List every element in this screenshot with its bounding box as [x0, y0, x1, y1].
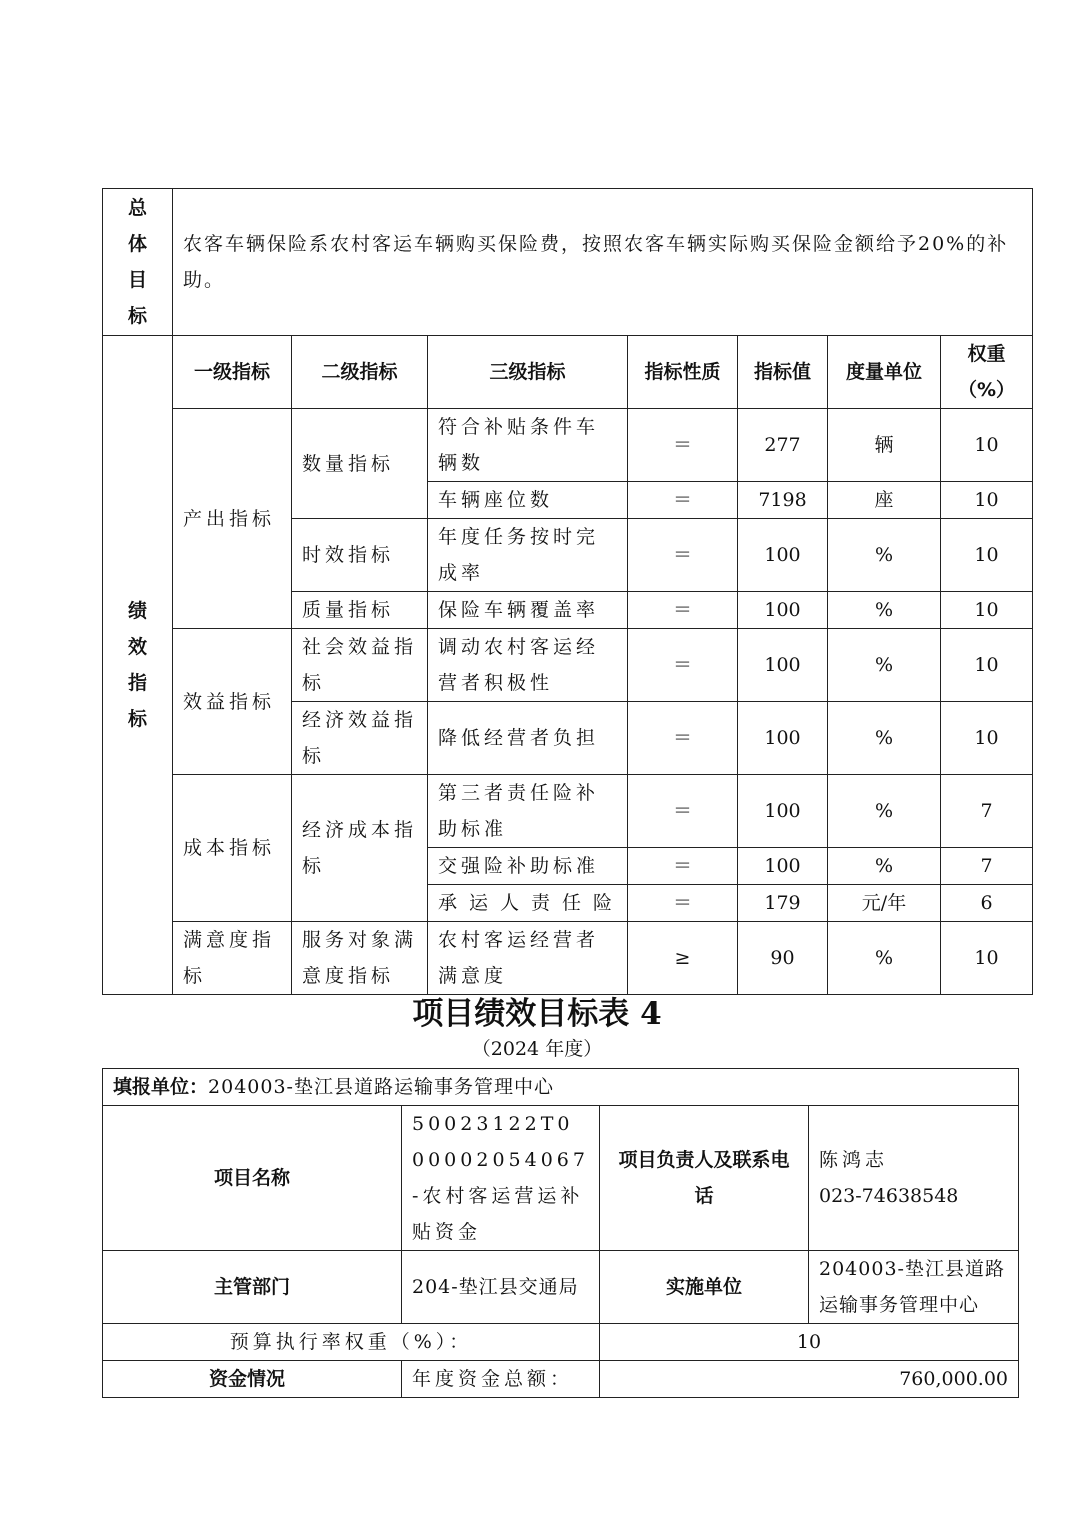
- indicator-nature: ＝: [628, 409, 738, 482]
- indicator-weight: 6: [941, 885, 1033, 922]
- indicator-name: 降低经营者负担: [428, 702, 628, 775]
- table-row: [103, 922, 1033, 995]
- indicator-weight: 10: [941, 409, 1033, 482]
- contact-label: 项目负责人及联系电话: [600, 1106, 809, 1251]
- indicator-value: 7198: [738, 482, 828, 519]
- subgroup-quality: 质量指标: [292, 592, 428, 629]
- indicator-nature: ＝: [628, 702, 738, 775]
- form-title: 项目绩效目标表 4: [412, 996, 662, 1032]
- budget-rate-label: 预算执行率权重（%）：: [103, 1324, 600, 1361]
- table-row: [103, 629, 1033, 702]
- indicator-weight: 10: [941, 519, 1033, 592]
- department-value: 204-垫江县交通局: [402, 1251, 600, 1324]
- indicator-weight: 7: [941, 848, 1033, 885]
- indicator-unit: %: [828, 848, 941, 885]
- indicator-name: 符合补贴条件车辆数: [428, 409, 628, 482]
- funding-label: 资金情况: [103, 1361, 402, 1398]
- annual-total-value: 760,000.00: [600, 1361, 1019, 1398]
- group-output: 产出指标: [173, 409, 292, 629]
- implementer-label: 实施单位: [600, 1251, 809, 1324]
- contact-info: [809, 1106, 1019, 1251]
- annual-total-label: 年度资金总额：: [402, 1361, 600, 1398]
- indicator-name: 调动农村客运经营者积极性: [428, 629, 628, 702]
- indicator-weight: 10: [941, 702, 1033, 775]
- subgroup-quantity: 数量指标: [292, 409, 428, 519]
- indicator-unit: 座: [828, 482, 941, 519]
- indicator-value: 100: [738, 775, 828, 848]
- header-nature: 指标性质: [628, 336, 738, 409]
- subgroup-social: 社会效益指标: [292, 629, 428, 702]
- overall-goal-text: 农客车辆保险系农村客运车辆购买保险费，按照农客车辆实际购买保险金额给予20%的补助。: [173, 189, 1033, 336]
- indicator-unit: %: [828, 592, 941, 629]
- reporting-unit-value: 204003-垫江县道路运输事务管理中心: [208, 1076, 554, 1098]
- indicator-weight: 10: [941, 629, 1033, 702]
- indicator-weight: 10: [941, 592, 1033, 629]
- indicator-unit: %: [828, 702, 941, 775]
- indicator-name: 交强险补助标准: [428, 848, 628, 885]
- group-cost: 成本指标: [173, 775, 292, 922]
- overall-goal-label: 总 体 目 标: [103, 189, 173, 336]
- budget-rate-value: 10: [600, 1324, 1019, 1361]
- indicator-nature: ＝: [628, 519, 738, 592]
- group-benefit: 效益指标: [173, 629, 292, 775]
- indicator-unit: 元/年: [828, 885, 941, 922]
- project-name-label: 项目名称: [103, 1106, 402, 1251]
- indicator-nature: ＝: [628, 885, 738, 922]
- header-level1: 一级指标: [173, 336, 292, 409]
- indicator-weight: 10: [941, 922, 1033, 995]
- subgroup-service: 服务对象满意度指标: [292, 922, 428, 995]
- indicator-value: 100: [738, 592, 828, 629]
- indicator-value: 100: [738, 629, 828, 702]
- indicator-nature: ≥: [628, 922, 738, 995]
- indicator-name: 承运人责任险: [428, 885, 628, 922]
- project-info-table: [102, 1068, 1019, 1398]
- indicator-unit: %: [828, 922, 941, 995]
- performance-target-table: [102, 188, 1033, 995]
- indicator-nature: ＝: [628, 775, 738, 848]
- indicator-value: 100: [738, 848, 828, 885]
- project-name-value: 50023122T000002054067-农村客运营运补贴资金: [402, 1106, 600, 1251]
- indicator-value: 90: [738, 922, 828, 995]
- implementer-value: 204003-垫江县道路运输事务管理中心: [809, 1251, 1019, 1324]
- indicator-unit: %: [828, 629, 941, 702]
- indicators-label: 绩 效 指 标: [103, 336, 173, 995]
- contact-phone: 023-74638548: [819, 1185, 959, 1207]
- header-level2: 二级指标: [292, 336, 428, 409]
- indicator-value: 100: [738, 519, 828, 592]
- table-row: [103, 409, 1033, 482]
- indicator-unit: %: [828, 775, 941, 848]
- indicator-nature: ＝: [628, 629, 738, 702]
- indicator-name: 车辆座位数: [428, 482, 628, 519]
- subgroup-econ-cost: 经济成本指标: [292, 775, 428, 922]
- indicator-weight: 7: [941, 775, 1033, 848]
- indicator-value: 179: [738, 885, 828, 922]
- header-weight: 权重 （%）: [941, 336, 1033, 409]
- group-satisfaction: 满意度指标: [173, 922, 292, 995]
- indicator-name: 保险车辆覆盖率: [428, 592, 628, 629]
- indicator-value: 277: [738, 409, 828, 482]
- reporting-unit-label: 填报单位：: [113, 1076, 209, 1098]
- contact-name: 陈鸿志: [819, 1149, 889, 1171]
- indicator-nature: ＝: [628, 482, 738, 519]
- form-year: （2024 年度）: [471, 1038, 603, 1060]
- indicator-value: 100: [738, 702, 828, 775]
- indicator-name: 农村客运经营者满意度: [428, 922, 628, 995]
- department-label: 主管部门: [103, 1251, 402, 1324]
- indicator-weight: 10: [941, 482, 1033, 519]
- subgroup-timeliness: 时效指标: [292, 519, 428, 592]
- header-unit: 度量单位: [828, 336, 941, 409]
- reporting-unit: [103, 1069, 1019, 1106]
- subgroup-economic: 经济效益指标: [292, 702, 428, 775]
- indicator-unit: 辆: [828, 409, 941, 482]
- indicator-name: 年度任务按时完成率: [428, 519, 628, 592]
- indicator-nature: ＝: [628, 848, 738, 885]
- indicator-name: 第三者责任险补助标准: [428, 775, 628, 848]
- header-value: 指标值: [738, 336, 828, 409]
- indicator-unit: %: [828, 519, 941, 592]
- header-level3: 三级指标: [428, 336, 628, 409]
- table-row: [103, 775, 1033, 848]
- indicator-nature: ＝: [628, 592, 738, 629]
